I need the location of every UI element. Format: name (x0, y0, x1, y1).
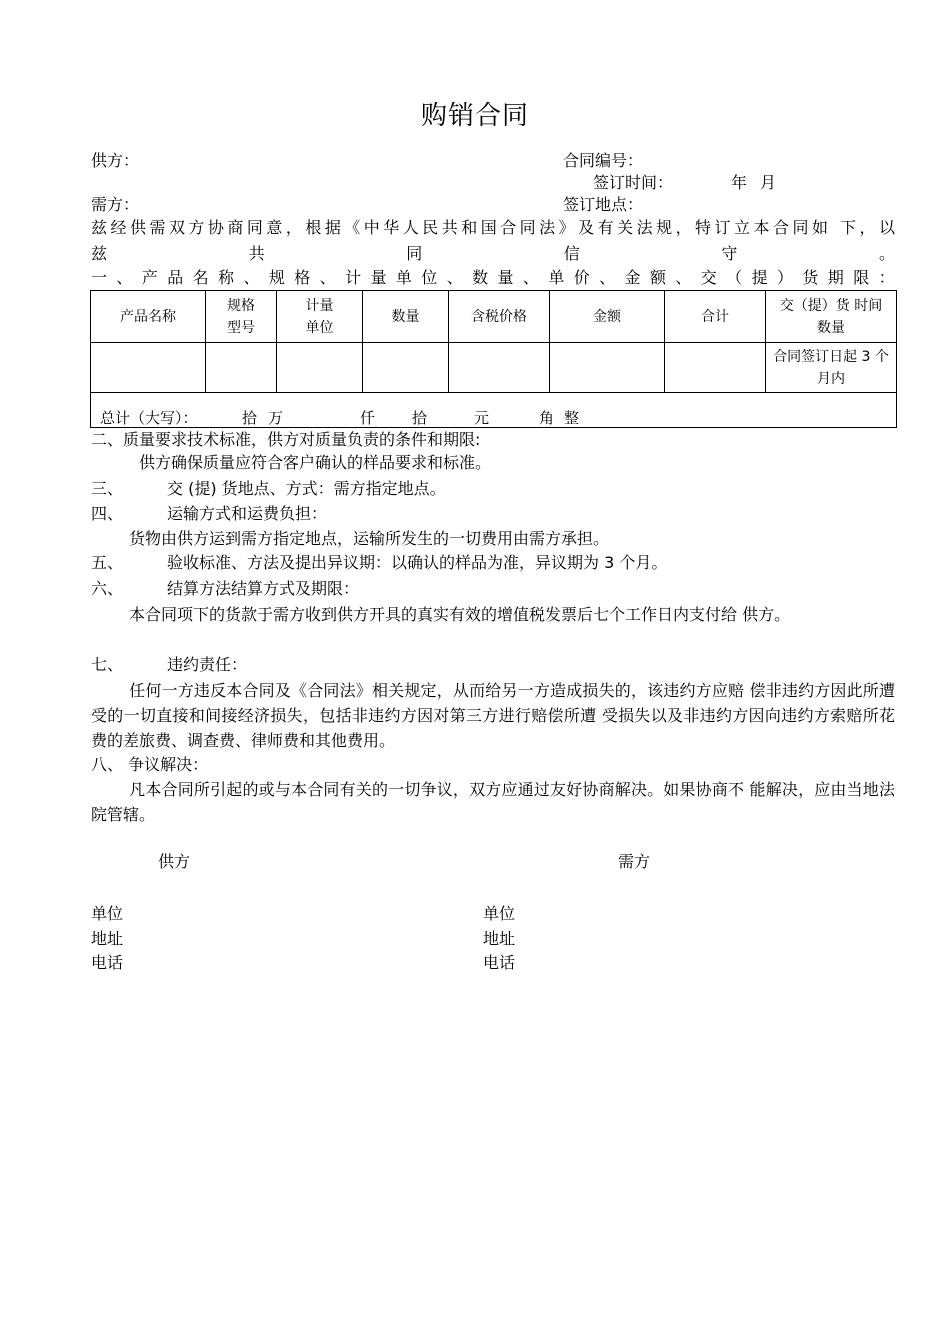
section-1-char: 价 (573, 268, 590, 287)
section-1-char: ） (776, 268, 793, 287)
intro-char: 信 (563, 244, 580, 263)
total-unit-jiao: 角 (539, 409, 555, 427)
supplier-unit-label: 单位 (91, 904, 124, 923)
section-6-number: 六、 (91, 579, 124, 598)
total-unit-shi-2: 拾 (412, 409, 428, 427)
section-1-char: 数 (472, 268, 489, 287)
supplier-label: 供方： (91, 151, 140, 170)
section-1-char: 限 (853, 268, 870, 287)
buyer-address-label: 地址 (483, 929, 516, 948)
header-delivery: 交（提）货 时间 数量 (766, 291, 897, 343)
section-1-char: 一 (91, 268, 108, 287)
section-1-char: 名 (192, 268, 209, 287)
signature-supplier-heading: 供方 (158, 852, 191, 871)
section-1-char: 规 (268, 268, 285, 287)
section-1-char: （ (726, 268, 743, 287)
section-3-number: 三、 (91, 479, 124, 498)
total-label: 总计（大写）： (100, 409, 198, 427)
section-1-char: 称 (218, 268, 235, 287)
section-6-text: 结算方法结算方式及期限： (167, 579, 360, 598)
section-4-number: 四、 (91, 504, 124, 523)
cell-unit[interactable] (277, 343, 363, 393)
section-1-char: 、 (116, 268, 133, 287)
cell-quantity[interactable] (363, 343, 449, 393)
section-1-char: 单 (395, 268, 412, 287)
total-unit-wan: 万 (268, 409, 284, 427)
buyer-unit-label: 单位 (483, 904, 516, 923)
header-tax-price: 含税价格 (449, 291, 550, 343)
section-8-title: 八、 争议解决： (91, 755, 209, 774)
section-1-char: 位 (421, 268, 438, 287)
section-7-number: 七、 (91, 655, 124, 674)
section-1-char: 、 (675, 268, 692, 287)
section-1-char: 、 (446, 268, 463, 287)
section-4-text: 运输方式和运费负担： (167, 504, 328, 523)
section-1-char: 量 (370, 268, 387, 287)
header-amount: 金额 (550, 291, 665, 343)
header-product-name: 产品名称 (91, 291, 206, 343)
cell-delivery[interactable]: 合同签订日起 3 个月内 (766, 343, 897, 393)
cell-amount[interactable] (550, 343, 665, 393)
section-1-char: ： (878, 268, 895, 287)
section-1-char: 、 (522, 268, 539, 287)
section-1-char: 计 (345, 268, 362, 287)
contract-number-label: 合同编号： (563, 151, 644, 170)
section-1-char: 单 (548, 268, 565, 287)
header-total: 合计 (665, 291, 766, 343)
product-table (90, 290, 897, 428)
cell-product-name[interactable] (91, 343, 206, 393)
total-unit-shi: 拾 (242, 409, 258, 427)
section-2-title: 二、质量要求技术标准，供方对质量负责的条件和期限: (91, 430, 481, 449)
sign-place-label: 签订地点： (563, 195, 644, 214)
header-unit: 计量 单位 (277, 291, 363, 343)
section-5-text: 验收标准、方法及提出异议期：以确认的样品为准，异议期为 3 个月。 (167, 553, 668, 572)
sign-year: 年 (731, 173, 748, 192)
header-spec-model: 规格 型号 (206, 291, 277, 343)
total-unit-zheng: 整 (564, 409, 580, 427)
section-1-char: 额 (649, 268, 666, 287)
section-1-char: 、 (319, 268, 336, 287)
section-1-char: 、 (599, 268, 616, 287)
header-quantity: 数量 (363, 291, 449, 343)
total-cell (91, 393, 897, 428)
section-7-body: 任何一方违反本合同及《合同法》相关规定，从而给另一方造成损失的，该违约方应赔 偿非违约方因此所遭受的一切直接和间接经济损失，包括非违约方因对第三方进行赔偿所遭 受损失以及非违约方因向违约方索赔所花费的差旅费、调查费、律师费和其他费用。 (91, 681, 895, 750)
section-1-char: 品 (167, 268, 184, 287)
intro-line-2 (91, 244, 895, 264)
total-unit-qian: 仟 (360, 409, 376, 427)
section-1-char: 货 (802, 268, 819, 287)
table-header-row (91, 291, 897, 343)
sign-month: 月 (760, 173, 777, 192)
section-7-text: 违约责任： (167, 655, 248, 674)
intro-char: 同 (406, 244, 423, 263)
buyer-label: 需方： (91, 195, 140, 214)
section-1-char: 量 (497, 268, 514, 287)
section-1-char: 金 (624, 268, 641, 287)
intro-char: 守 (721, 244, 738, 263)
section-1-char: 、 (243, 268, 260, 287)
section-2-body: 供方确保质量应符合客户确认的样品要求和标准。 (139, 453, 492, 472)
section-1-char: 产 (141, 268, 158, 287)
section-5-number: 五、 (91, 553, 124, 572)
supplier-address-label: 地址 (91, 929, 124, 948)
total-unit-yuan: 元 (474, 409, 490, 427)
section-1-char: 交 (700, 268, 717, 287)
section-1-char: 期 (827, 268, 844, 287)
supplier-phone-label: 电话 (91, 953, 124, 972)
section-1-char: 格 (294, 268, 311, 287)
section-4-body: 货物由供方运到需方指定地点，运输所发生的一切费用由需方承担。 (129, 529, 610, 548)
section-6-body: 本合同项下的货款于需方收到供方开具的真实有效的增值税发票后七个工作日内支付给 供方。 (129, 605, 791, 624)
section-3-text: 交 (提) 货地点、方式：需方指定地点。 (167, 479, 446, 498)
buyer-phone-label: 电话 (483, 953, 516, 972)
section-8-body: 凡本合同所引起的或与本合同有关的一切争议，双方应通过友好协商解决。如果协商不 能解决，应由当地法院管辖。 (91, 780, 895, 824)
section-1-char: 提 (751, 268, 768, 287)
cell-tax-price[interactable] (449, 343, 550, 393)
intro-line-1: 兹经供需双方协商同意，根据《中华人民共和国合同法》及有关法规，特订立本合同如 下，以 (91, 218, 895, 237)
section-1-heading (91, 268, 895, 288)
total-amount-in-words (91, 409, 896, 427)
contract-title: 购销合同 (420, 101, 529, 131)
sign-time-label: 签订时间： (593, 173, 674, 192)
table-total-row (91, 393, 897, 428)
intro-char: 。 (878, 244, 895, 263)
intro-char: 共 (248, 244, 265, 263)
intro-char: 兹 (91, 244, 108, 263)
table-row (91, 343, 897, 393)
cell-total[interactable] (665, 343, 766, 393)
signature-buyer-heading: 需方 (618, 852, 651, 871)
cell-spec-model[interactable] (206, 343, 277, 393)
